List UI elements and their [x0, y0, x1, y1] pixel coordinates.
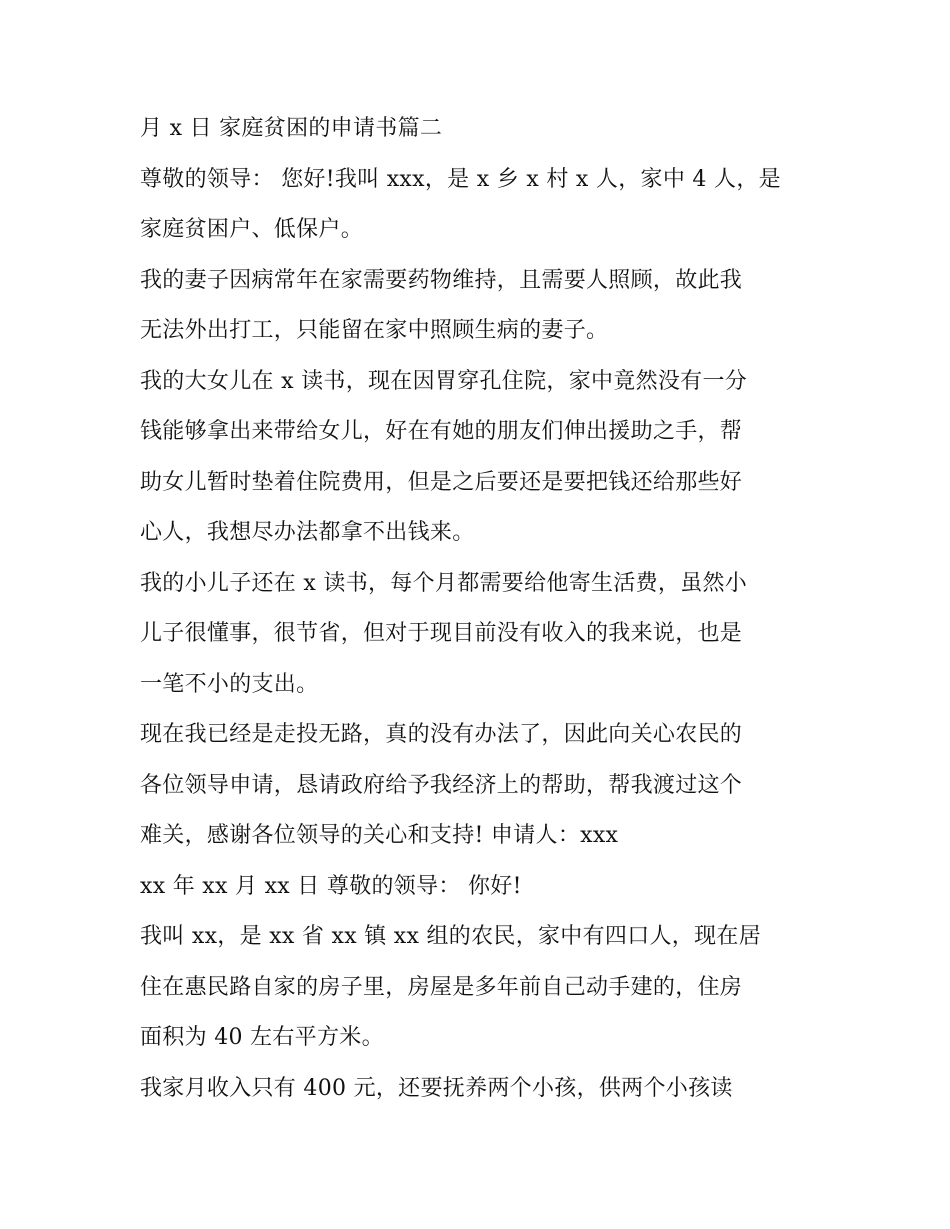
text-line-8: 助女儿暂时垫着住院费用，但是之后要还是要把钱还给那些好 — [140, 469, 743, 495]
text-line-17: 我叫 xx，是 xx 省 xx 镇 xx 组的农民，家中有四口人，现在居 — [140, 924, 762, 949]
text-line-2: 尊敬的领导： 您好!我叫 xxx，是 x 乡 x 村 x 人，家中 4 人，是 — [140, 166, 781, 192]
text-line-12: 一笔不小的支出。 — [140, 671, 319, 697]
text-line-19: 面积为 40 左右平方米。 — [140, 1025, 384, 1050]
text-line-3: 家庭贫困户、低保户。 — [140, 217, 364, 242]
text-line-6: 我的大女儿在 x 读书，现在因胃穿孔住院，家中竟然没有一分 — [140, 368, 748, 394]
text-line-16: xx 年 xx 月 xx 日 尊敬的领导： 你好! — [140, 873, 522, 899]
text-line-13: 现在我已经是走投无路，真的没有办法了，因此向关心农民的 — [140, 722, 743, 747]
text-line-11: 儿子很懂事，很节省，但对于现目前没有收入的我来说，也是 — [140, 621, 743, 646]
text-line-1: 月 x 日 家庭贫困的申请书篇二 — [140, 116, 443, 141]
text-line-10: 我的小儿子还在 x 读书，每个月都需要给他寄生活费，虽然小 — [140, 570, 748, 596]
text-line-7: 钱能够拿出来带给女儿，好在有她的朋友们伸出援助之手，帮 — [140, 419, 743, 444]
text-line-5: 无法外出打工，只能留在家中照顾生病的妻子。 — [140, 318, 609, 343]
text-line-14: 各位领导申请，恳请政府给予我经济上的帮助，帮我渡过这个 — [140, 772, 743, 798]
text-line-9: 心人，我想尽办法都拿不出钱来。 — [140, 520, 475, 545]
text-line-18: 住在惠民路自家的房子里，房屋是多年前自己动手建的，住房 — [140, 974, 743, 1000]
text-line-4: 我的妻子因病常年在家需要药物维持，且需要人照顾，故此我 — [140, 267, 743, 293]
document-body — [140, 104, 820, 1114]
text-line-15: 难关，感谢各位领导的关心和支持! 申请人：xxx — [140, 823, 619, 848]
text-line-20: 我家月收入只有 400 元，还要抚养两个小孩，供两个小孩读 — [140, 1075, 733, 1101]
